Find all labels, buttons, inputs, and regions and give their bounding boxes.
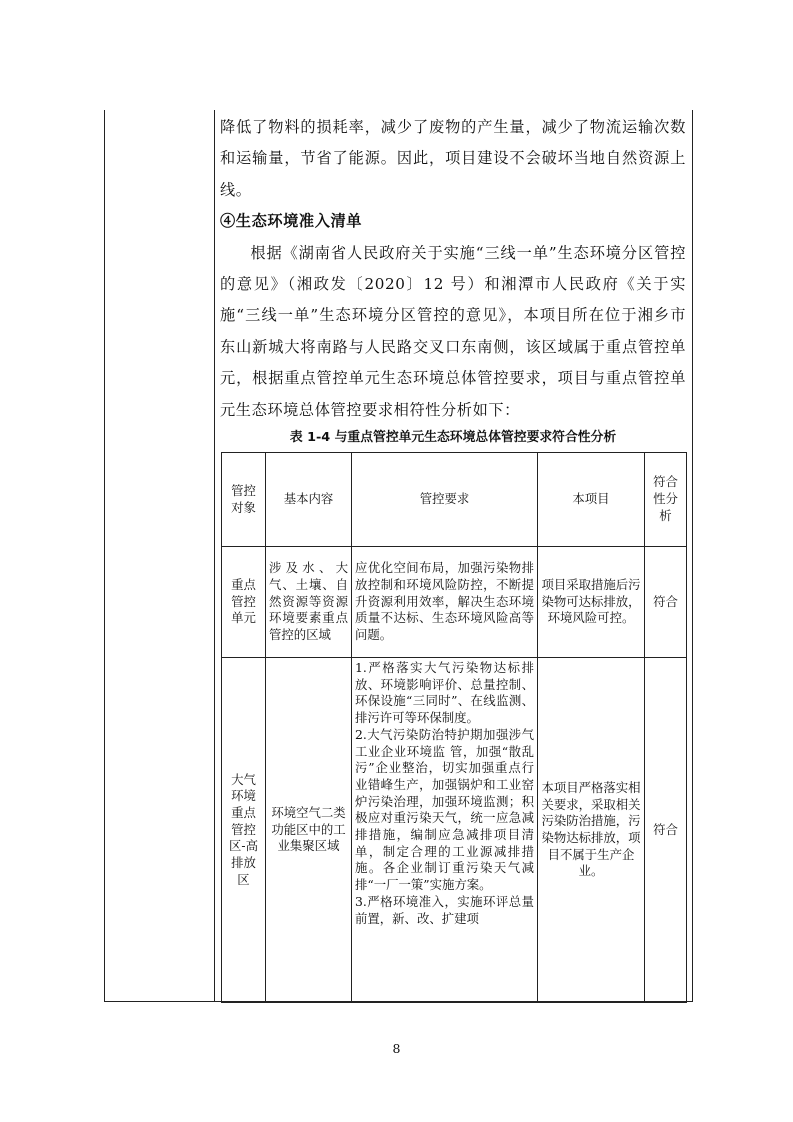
table-caption: 表 1-4 与重点管控单元生态环境总体管控要求符合性分析 (289, 430, 617, 445)
header-content: 基本内容 (266, 453, 352, 547)
row2-object: 大气环境重点管控区-高排放区 (222, 658, 266, 1003)
row2-requirement-item-3: 3.严格环境准入，实施环评总量前置，新、改、扩建项 (355, 893, 534, 926)
table-header-row (222, 453, 687, 547)
paragraph-resources: 降低了物料的损耗率，减少了废物的产生量，减少了物流运输次数和运输量，节省了能源。因此，项目建设不会破坏当地自然资源上线。 (220, 118, 686, 199)
page-number: 8 (392, 1041, 401, 1056)
row1-project: 项目采取措施后污染物可达标排放，环境风险可控。 (538, 547, 645, 658)
row2-content: 环境空气二类功能区中的工业集聚区域 (266, 658, 352, 1003)
row1-content: 涉及水、大气、土壤、自然资源等资源环境要素重点管控的区域 (266, 547, 352, 658)
row1-requirement: 应优化空间布局，加强污染物排放控制和环境风险防控，不断提升资源利用效率，解决生态环境质量不达标、生态环境风险高等问题。 (352, 547, 538, 658)
row2-requirement-item-2: 2.大气污染防治特护期加强涉气工业企业环境监 管，加强“散乱污”企业整治，切实加强重点行业错峰生产，加强锅炉和工业窑炉污染治理，加强环境监测；积极应对重污染天气，统一应急减排措施，编制应急减排项目清单，制定合理的工业源减排措施。各企业制订重污染天气减排“一厂一策”实施方案。 (355, 726, 534, 893)
header-object: 管控对象 (222, 453, 266, 547)
table-row (222, 658, 687, 1003)
row2-requirement-item-1: 1.严格落实大气污染物达标排放、环境影响评价、总量控制、环保设施“三同时”、在线监测、排污许可等环保制度。 (355, 660, 534, 726)
table-row (222, 547, 687, 658)
row2-conformity: 符合 (645, 658, 687, 1003)
header-requirement: 管控要求 (352, 453, 538, 547)
paragraph-zoning: 根据《湖南省人民政府关于实施“三线一单”生态环境分区管控 的意见》（湘政发〔2020〕12 号）和湘潭市人民政府《关于实施“三线一单”生态环境分区管控的意见》，本项目所在位于湘乡市东山新城大将南路与人民路交叉口东南侧，该区域属于重点管控单元，根据重点管控单元生态环境总体管控要求，项目与重点管控单元生态环境总体管控要求相符性分析如下： (220, 243, 686, 419)
row2-requirement (352, 658, 538, 1003)
row1-object: 重点管控单元 (222, 547, 266, 658)
conformity-table (221, 452, 687, 1003)
column-separator (214, 110, 215, 1002)
header-conformity: 符合性分析 (645, 453, 687, 547)
section-heading: ④生态环境准入清单 (220, 212, 363, 231)
header-project: 本项目 (538, 453, 645, 547)
body-text (220, 112, 686, 426)
row2-project: 本项目严格落实相关要求，采取相关污染防治措施，污染物达标排放，项目不属于生产企业。 (538, 658, 645, 1003)
row1-conformity: 符合 (645, 547, 687, 658)
